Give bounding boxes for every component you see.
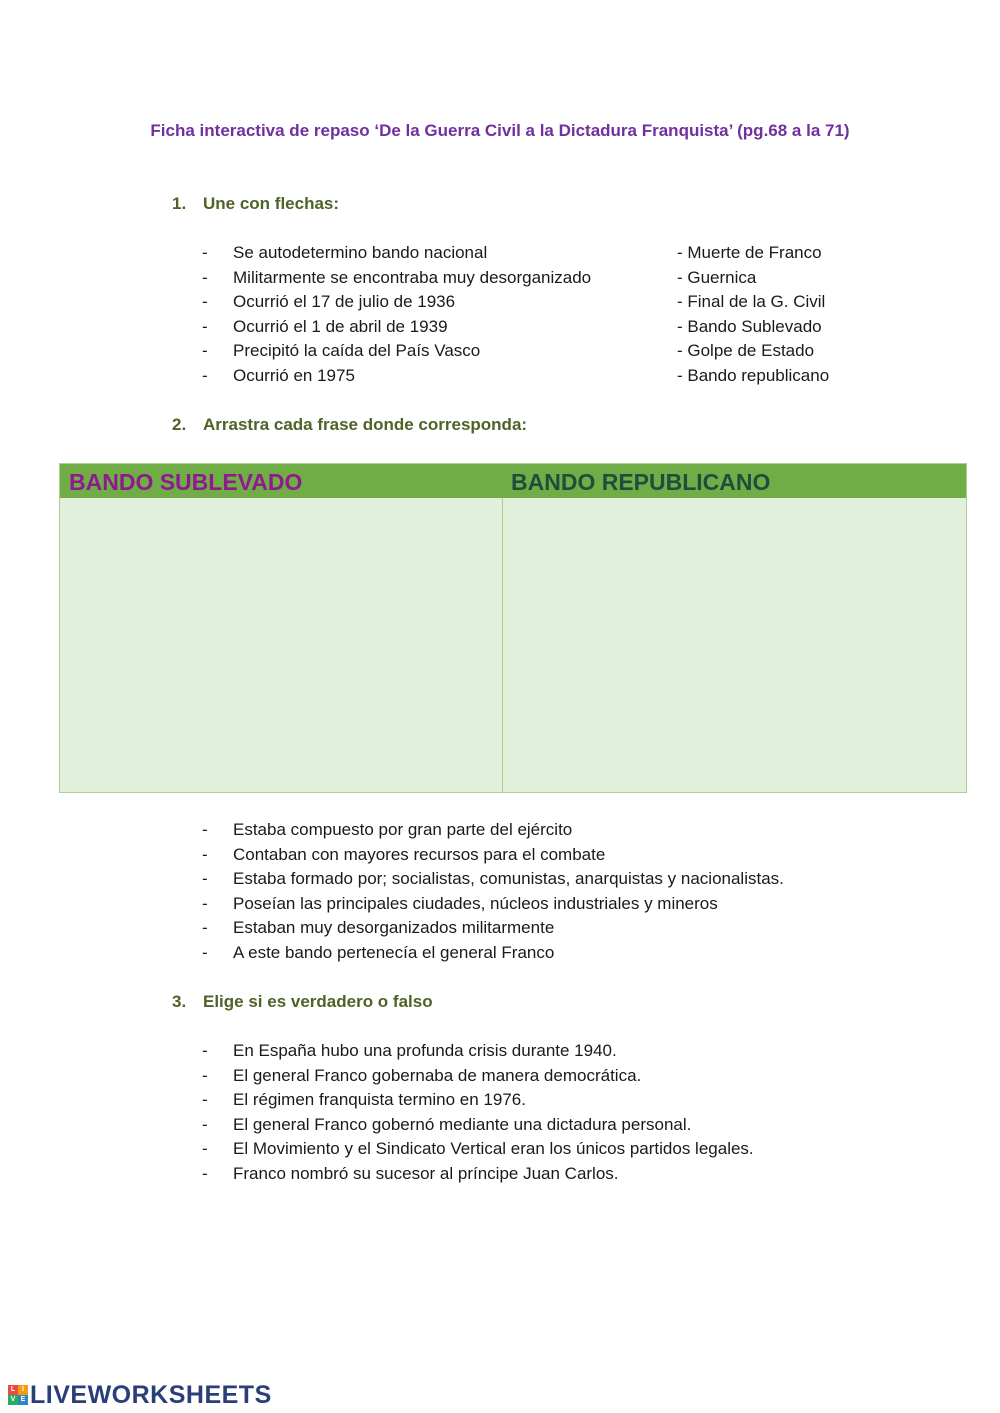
bullet-dash: - (202, 267, 208, 287)
draggable-phrase[interactable]: - Estaba compuesto por gran parte del ejército (202, 818, 784, 843)
drop-table (59, 463, 967, 793)
col-header-sublevado: BANDO SUBLEVADO (69, 469, 303, 495)
q1-left-item[interactable]: - Se autodetermino bando nacional (202, 241, 591, 266)
bullet-dash: - (202, 1065, 208, 1085)
q2-number: 2. (172, 415, 187, 434)
bullet-dash: - (202, 820, 208, 839)
q1-heading-text: Une con flechas: (203, 194, 340, 213)
true-false-item[interactable]: - El régimen franquista termino en 1976. (202, 1088, 754, 1113)
bullet-dash: - (202, 1041, 208, 1060)
q1-right-item[interactable]: - Muerte de Franco (677, 243, 822, 262)
bullet-dash: - (202, 1114, 208, 1134)
bullet-dash: - (202, 1090, 208, 1110)
q1-left-item[interactable]: - Ocurrió el 1 de abril de 1939 (202, 315, 591, 340)
draggable-phrase[interactable]: - Contaban con mayores recursos para el combate (202, 843, 784, 868)
q1-left-item[interactable]: - Precipitó la caída del País Vasco (202, 339, 591, 364)
bullet-dash: - (202, 942, 208, 962)
q1-heading (172, 192, 339, 216)
q3-heading (172, 990, 433, 1014)
draggable-phrase[interactable]: - Estaba formado por; socialistas, comunistas, anarquistas y nacionalistas. (202, 867, 784, 892)
bullet-dash: - (202, 365, 208, 385)
drop-table-header (60, 464, 966, 498)
q1-number: 1. (172, 194, 187, 213)
bullet-dash: - (202, 869, 208, 889)
q1-left-item[interactable]: - Militarmente se encontraba muy desorganizado (202, 266, 591, 291)
liveworksheets-logo (8, 1380, 272, 1410)
q1-right-item[interactable]: - Golpe de Estado (677, 341, 815, 361)
true-false-item[interactable]: - Franco nombró su sucesor al príncipe Juan Carlos. (202, 1162, 754, 1187)
col-header-republicano: BANDO REPUBLICANO (511, 469, 771, 495)
true-false-item[interactable]: - En España hubo una profunda crisis durante 1940. (202, 1039, 754, 1064)
bullet-dash: - (202, 1139, 208, 1159)
true-false-item[interactable]: - El Movimiento y el Sindicato Vertical eran los únicos partidos legales. (202, 1137, 754, 1162)
q3-heading-text: Elige si es verdadero o falso (203, 992, 433, 1011)
q3-item-list (202, 1039, 754, 1187)
bullet-dash: - (202, 918, 208, 938)
bullet-dash: - (202, 316, 208, 336)
q1-right-item[interactable]: - Bando republicano (677, 365, 830, 385)
drop-zone-sublevado[interactable] (60, 498, 503, 792)
draggable-phrase[interactable]: - A este bando pertenecía el general Franco (202, 941, 784, 966)
true-false-item[interactable]: - El general Franco gobernó mediante una dictadura personal. (202, 1113, 754, 1138)
q1-right-item[interactable]: - Final de la G. Civil (677, 292, 826, 312)
q3-number: 3. (172, 992, 187, 1011)
bullet-dash: - (202, 292, 208, 312)
q1-left-item[interactable]: - Ocurrió el 17 de julio de 1936 (202, 290, 591, 315)
true-false-item[interactable]: - El general Franco gobernaba de manera democrática. (202, 1064, 754, 1089)
q2-heading (172, 413, 527, 437)
liveworksheets-logo-icon: L I V E (8, 1385, 28, 1405)
draggable-phrase[interactable]: - Estaban muy desorganizados militarmente (202, 916, 784, 941)
bullet-dash: - (202, 893, 208, 913)
q1-left-item[interactable]: - Ocurrió en 1975 (202, 364, 591, 389)
drop-zone-republicano[interactable] (503, 498, 966, 792)
draggable-phrase[interactable]: - Poseían las principales ciudades, núcleos industriales y mineros (202, 892, 784, 917)
page-title: Ficha interactiva de repaso ‘De la Guerra Civil a la Dictadura Franquista’ (pg.68 a la 71) (150, 121, 850, 140)
liveworksheets-logo-text: LIVEWORKSHEETS (30, 1380, 272, 1409)
bullet-dash: - (202, 1163, 208, 1183)
bullet-dash: - (202, 844, 208, 864)
q1-right-item[interactable]: - Guernica (677, 267, 757, 287)
q2-heading-text: Arrastra cada frase donde corresponda: (203, 415, 528, 434)
bullet-dash: - (202, 341, 208, 361)
bullet-dash: - (202, 243, 208, 262)
q1-left-list (202, 241, 591, 389)
q1-right-item[interactable]: - Bando Sublevado (677, 316, 822, 336)
q1-right-list (677, 241, 829, 389)
q2-item-list (202, 818, 784, 966)
